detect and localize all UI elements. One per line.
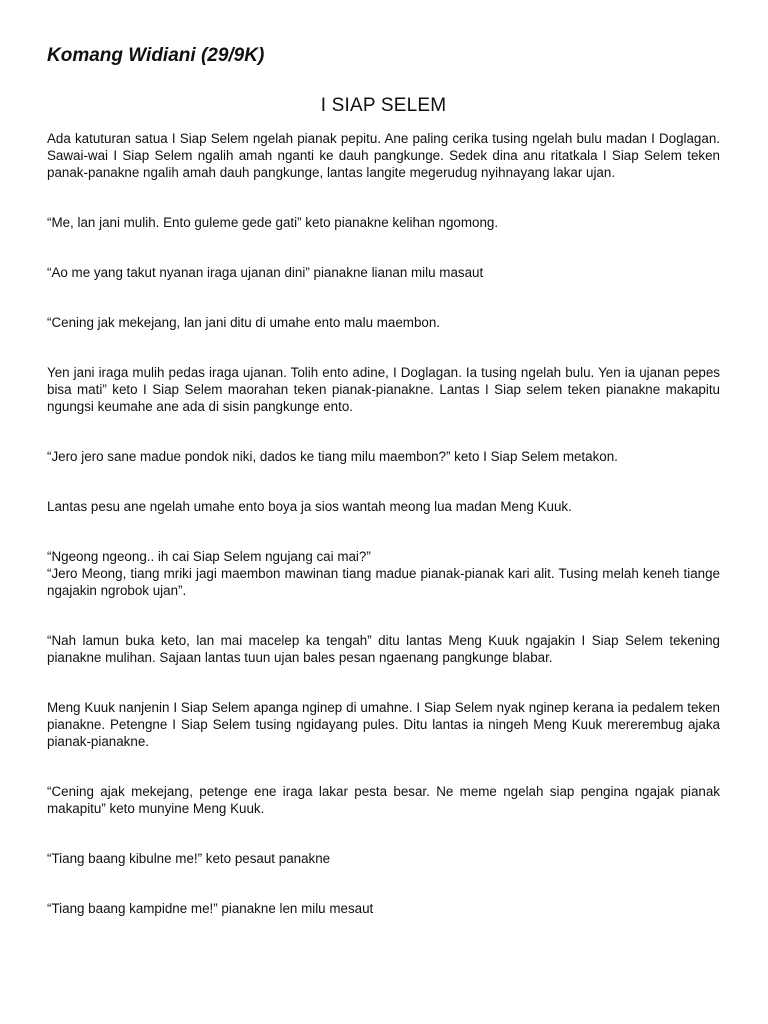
paragraph: Lantas pesu ane ngelah umahe ento boya ja sios wantah meong lua madan Meng Kuuk. bbox=[47, 499, 572, 514]
paragraph: “Tiang baang kibulne me!” keto pesaut panakne bbox=[47, 851, 331, 866]
paragraph: Meng Kuuk nanjenin I Siap Selem apanga nginep di umahne. I Siap Selem nyak nginep kerana ia pedalem teken pianakne. Petengne I Siap Selem tusing ngidayang pules. Ditu lantas ia ningeh Meng Kuuk mererembug ajaka pianak-pianakne. bbox=[47, 700, 720, 749]
paragraph: “Ao me yang takut nyanan iraga ujanan dini” pianakne lianan milu masaut bbox=[47, 265, 484, 280]
paragraph: “Cening jak mekejang, lan jani ditu di umahe ento malu maembon. bbox=[47, 315, 441, 330]
author-line: Komang Widiani (29/9K) bbox=[47, 45, 265, 66]
paragraph: “Cening ajak mekejang, petenge ene iraga lakar pesta besar. Ne meme ngelah siap pengina ngajak pianak makapitu” keto munyine Meng Kuuk. bbox=[47, 784, 720, 816]
paragraph: “Jero jero sane madue pondok niki, dados ke tiang milu maembon?” keto I Siap Selem metakon. bbox=[47, 449, 618, 464]
document-page bbox=[47, 44, 720, 917]
paragraph: “Nah lamun buka keto, lan mai macelep ka tengah” ditu lantas Meng Kuuk ngajakin I Siap Selem tekening pianakne mulihan. Sajaan lantas tuun ujan bales pesan ngaenang pangkunge blabar. bbox=[47, 633, 720, 665]
paragraph: “Jero Meong, tiang mriki jagi maembon mawinan tiang madue pianak-pianak kari alit. Tusing melah keneh tiange ngajakin ngrobok ujan”. bbox=[47, 566, 720, 598]
paragraph: “Tiang baang kampidne me!” pianakne len milu mesaut bbox=[47, 901, 374, 916]
paragraph: “Ngeong ngeong.. ih cai Siap Selem ngujang cai mai?” bbox=[47, 549, 371, 564]
paragraph: Ada katuturan satua I Siap Selem ngelah pianak pepitu. Ane paling cerika tusing ngelah bulu madan I Doglagan. Sawai-wai I Siap Selem ngalih amah nganti ke dauh pangkunge. Sedek dina anu ritatkala I Siap Selem teken panak-panakne ngalih amah dauh pangkunge, lantas langite megerudug nyihnayang lakar ujan. bbox=[47, 131, 720, 180]
story-title: I SIAP SELEM bbox=[320, 95, 447, 116]
paragraph: Yen jani iraga mulih pedas iraga ujanan. Tolih ento adine, I Doglagan. Ia tusing ngelah bulu. Yen ia ujanan pepes bisa mati” keto I Siap Selem maorahan teken pianak-pianakne. Lantas I Siap selem teken pianakne makapitu ngungsi keumahe ane ada di sisin pangkunge ento. bbox=[47, 365, 720, 414]
paragraph: “Me, lan jani mulih. Ento guleme gede gati” keto pianakne kelihan ngomong. bbox=[47, 215, 499, 230]
